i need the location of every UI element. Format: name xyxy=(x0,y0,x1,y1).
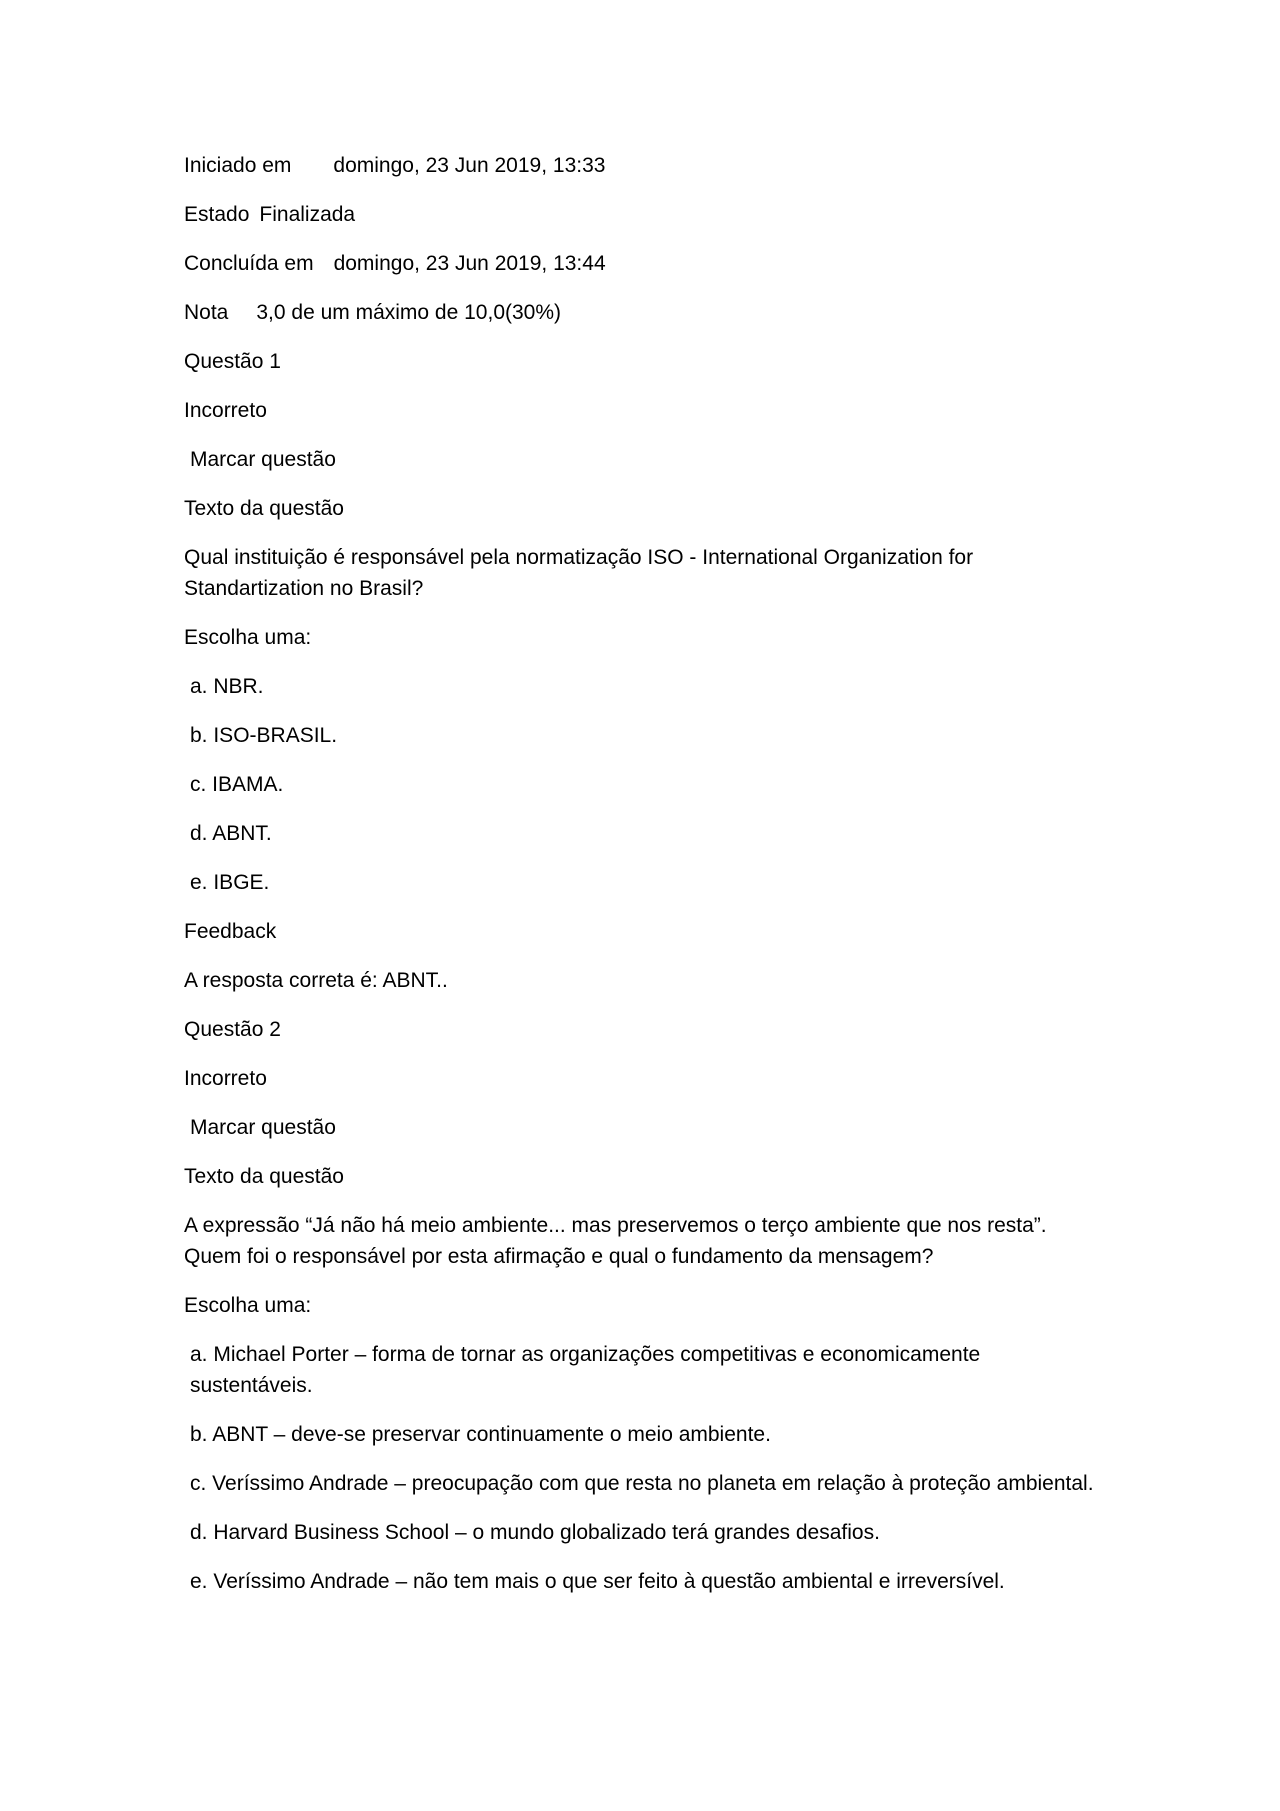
question-text-label: Texto da questão xyxy=(184,497,344,520)
completed-row xyxy=(184,248,1104,279)
question-result: Incorreto xyxy=(184,1067,267,1090)
answer-option-a[interactable]: a. NBR. xyxy=(190,675,264,698)
grade-row xyxy=(184,297,1104,328)
answer-option-c[interactable]: c. IBAMA. xyxy=(190,773,284,796)
question-text: A expressão “Já não há meio ambiente... mas preservemos o terço ambiente que nos resta”. Quem foi o responsável por esta afirmação e qual o fundamento da mensagem? xyxy=(184,1214,1047,1268)
flag-question-link[interactable]: Marcar questão xyxy=(190,1116,336,1139)
flag-question-link[interactable]: Marcar questão xyxy=(190,448,336,471)
answer-option-e[interactable]: e. Veríssimo Andrade – não tem mais o que ser feito à questão ambiental e irreversível. xyxy=(190,1570,1005,1593)
status-row xyxy=(184,199,1104,230)
question-title: Questão 1 xyxy=(184,350,281,373)
grade-label: Nota xyxy=(184,301,229,324)
feedback-label: Feedback xyxy=(184,920,277,943)
answer-option-b[interactable]: b. ABNT – deve-se preservar continuamente o meio ambiente. xyxy=(190,1423,771,1446)
feedback-text: A resposta correta é: ABNT.. xyxy=(184,969,448,992)
completed-value: domingo, 23 Jun 2019, 13:44 xyxy=(333,252,606,275)
answer-option-e[interactable]: e. IBGE. xyxy=(190,871,270,894)
question-text: Qual instituição é responsável pela normatização ISO - International Organization for Standartization no Brasil? xyxy=(184,546,974,600)
answer-option-a[interactable]: a. Michael Porter – forma de tornar as organizações competitivas e economicamente sustentáveis. xyxy=(190,1343,981,1397)
grade-value: 3,0 de um máximo de 10,0(30%) xyxy=(256,301,562,324)
question-2 xyxy=(184,1014,1104,1597)
question-text-label: Texto da questão xyxy=(184,1165,344,1188)
status-value: Finalizada xyxy=(259,203,356,226)
answer-option-d[interactable]: d. Harvard Business School – o mundo globalizado terá grandes desafios. xyxy=(190,1521,880,1544)
question-title: Questão 2 xyxy=(184,1018,281,1041)
choose-label: Escolha uma: xyxy=(184,1294,312,1317)
started-row xyxy=(184,150,1104,181)
answer-option-b[interactable]: b. ISO-BRASIL. xyxy=(190,724,338,747)
question-result: Incorreto xyxy=(184,399,267,422)
started-label: Iniciado em xyxy=(184,154,292,177)
answer-option-d[interactable]: d. ABNT. xyxy=(190,822,272,845)
status-label: Estado xyxy=(184,203,250,226)
completed-label: Concluída em xyxy=(184,252,314,275)
choose-label: Escolha uma: xyxy=(184,626,312,649)
quiz-review-document xyxy=(184,150,1104,1615)
started-value: domingo, 23 Jun 2019, 13:33 xyxy=(333,154,606,177)
answer-option-c[interactable]: c. Veríssimo Andrade – preocupação com que resta no planeta em relação à proteção ambiental. xyxy=(190,1472,1094,1495)
question-1 xyxy=(184,346,1104,996)
